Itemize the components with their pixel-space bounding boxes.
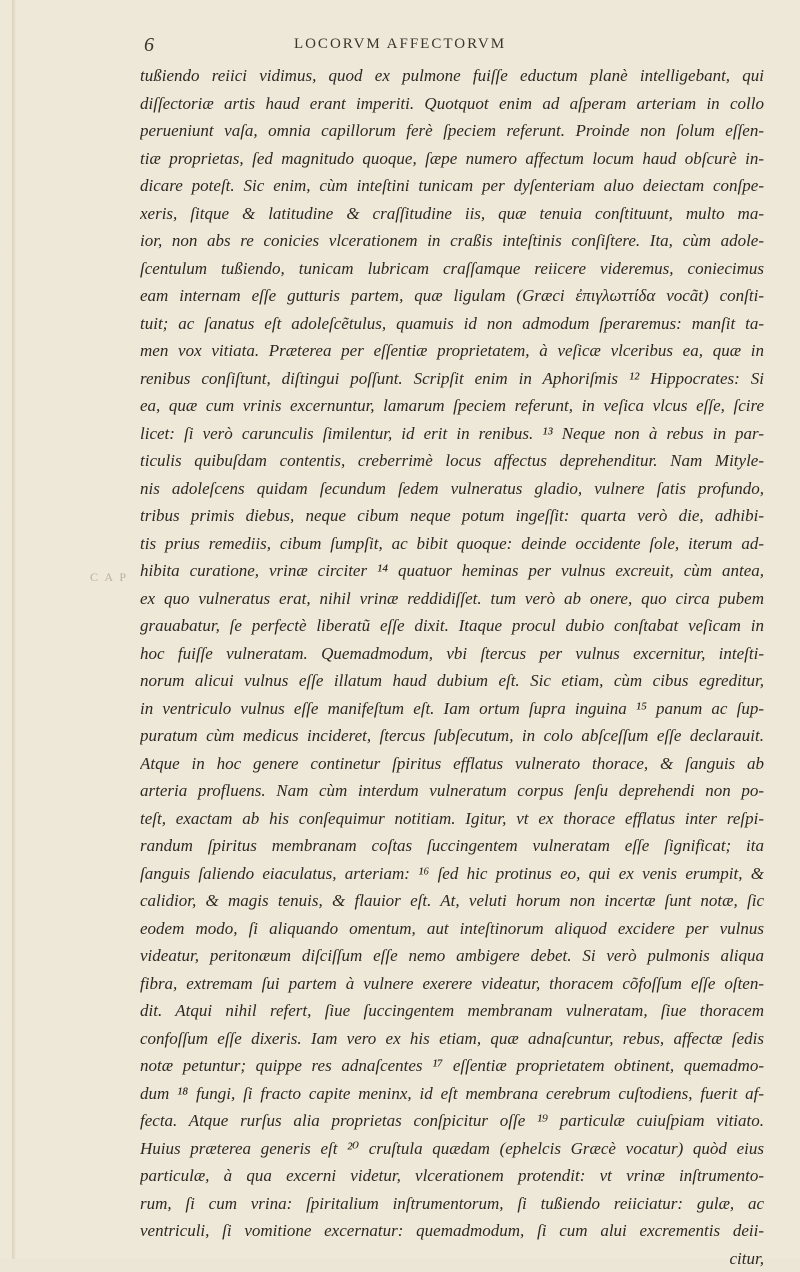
text-line: citur, <box>140 1245 764 1272</box>
page-gutter-shadow <box>12 0 16 1259</box>
text-line: Atque in hoc genere continetur ſpiritus efflatus vulnerato thorace, & ſanguis ab <box>140 750 764 778</box>
text-line: diſſectoriæ artis haud erant imperiti. Quotquot enim ad aſperam arteriam in collo <box>140 90 764 118</box>
text-line: fibra, extremam ſui partem à vulnere exerere videatur, thoracem cõfoſſum eſſe oſten- <box>140 970 764 998</box>
text-line: in ventriculo vulnus eſſe manifeſtum eſt. Iam ortum ſupra inguina ¹⁵ panum ac ſup- <box>140 695 764 723</box>
text-line: rum, ſi cum vrina: ſpiritalium inſtrumentorum, ſi tußiendo reiiciatur: gulæ, ac <box>140 1190 764 1218</box>
page-number: 6 <box>144 34 154 57</box>
body-text <box>140 62 764 1272</box>
text-line: dum ¹⁸ fungi, ſi fracto capite meninx, id eſt membrana cerebrum cuſtodiens, fuerit af- <box>140 1080 764 1108</box>
text-line: ior, non abs re conicies vlcerationem in craßis inteſtinis conſiſtere. Ita, cùm adole- <box>140 227 764 255</box>
text-line: teſt, exactam ab his conſequimur notitiam. Igitur, vt ex thorace efflatus inter reſpi- <box>140 805 764 833</box>
page-header <box>0 34 800 58</box>
text-line: ex quo vulneratus erat, nihil vrinæ reddidiſſet. tum verò ab onere, quo circa pubem <box>140 585 764 613</box>
text-line: tis prius remediis, cibum ſumpſit, ac bibit quoque: deinde occidente ſole, iterum ad- <box>140 530 764 558</box>
text-line: norum alicui vulnus eſſe illatum haud dubium eſt. Sic etiam, cùm cibus egreditur, <box>140 667 764 695</box>
text-line: men vox vitiata. Præterea per eſſentiæ proprietatem, à veſicæ vlceribus ea, quæ in <box>140 337 764 365</box>
text-line: licet: ſi verò carunculis ſimilentur, id erit in renibus. ¹³ Neque non à rebus in par- <box>140 420 764 448</box>
text-line: eam internam eſſe gutturis partem, quæ ligulam (Græci ἐπιγλωττίδα vocãt) conſti- <box>140 282 764 310</box>
text-line: confoſſum eſſe dixeris. Iam vero ex his etiam, quæ adnaſcuntur, rebus, affectæ ſedis <box>140 1025 764 1053</box>
text-line: renibus conſiſtunt, diſtingui poſſunt. Scripſit enim in Aphoriſmis ¹² Hippocrates: Si <box>140 365 764 393</box>
text-line: ſcentulum tußiendo, tunicam lubricam craſſamque reiicere videremus, coniecimus <box>140 255 764 283</box>
text-line: randum ſpiritus membranam coſtas ſuccingentem vulneratam eſſe ſignificat; ita <box>140 832 764 860</box>
text-line: particulæ, à qua excerni videtur, vlcerationem protendit: vt vrinæ inſtrumento- <box>140 1162 764 1190</box>
faint-margin-bleedthrough: C A P <box>90 570 128 585</box>
text-line: fecta. Atque rurſus alia proprietas conſpicitur oſſe ¹⁹ particulæ cuiuſpiam vitiato. <box>140 1107 764 1135</box>
text-line: tiæ proprietas, ſed magnitudo quoque, ſæpe numero affectum locum haud obſcurè in- <box>140 145 764 173</box>
text-line: hoc fuiſſe vulneratam. Quemadmodum, vbi ſtercus per vulnus excernitur, inteſti- <box>140 640 764 668</box>
text-line: tribus primis diebus, neque cibum neque potum ingeſſit: quarta verò die, adhibi- <box>140 502 764 530</box>
running-head: LOCORVM AFFECTORVM <box>0 36 800 53</box>
text-line: Huius præterea generis eſt ²⁰ cruſtula quædam (ephelcis Græcè vocatur) quòd eius <box>140 1135 764 1163</box>
text-line: ſanguis ſaliendo eiaculatus, arteriam: ¹⁶ ſed hic protinus eo, qui ex venis erumpit, & <box>140 860 764 888</box>
text-line: tußiendo reiici vidimus, quod ex pulmone fuiſſe eductum planè intelligebant, qui <box>140 62 764 90</box>
text-line: videatur, peritonæum diſciſſum eſſe nemo ambigere debet. Si verò pulmonis aliqua <box>140 942 764 970</box>
text-line: hibita curatione, vrinæ circiter ¹⁴ quatuor heminas per vulnus excreuit, cùm antea, <box>140 557 764 585</box>
text-line: puratum cùm medicus incideret, ſtercus ſubſecutum, in colo abſceſſum eſſe declarauit. <box>140 722 764 750</box>
text-line: xeris, ſitque & latitudine & craſſitudine iis, quæ tenuia conſtituunt, multo ma- <box>140 200 764 228</box>
text-line: nis adoleſcens quidam ſecundum ſedem vulneratus gladio, vulnere ſatis profundo, <box>140 475 764 503</box>
text-line: dit. Atqui nihil refert, ſiue ſuccingentem membranam vulneratam, ſiue thoracem <box>140 997 764 1025</box>
text-line: ticulis quibuſdam contentis, creberrimè locus affectus deprehenditur. Nam Mityle- <box>140 447 764 475</box>
text-line: tuit; ac ſanatus eſt adoleſcẽtulus, quamuis id non admodum ſperaremus: manſit ta- <box>140 310 764 338</box>
text-line: eodem modo, ſi aliquando omentum, aut inteſtinorum aliquod excidere per vulnus <box>140 915 764 943</box>
text-line: ventriculi, ſi vomitione excernatur: quemadmodum, ſi cum alui excrementis deii- <box>140 1217 764 1245</box>
text-line: grauabatur, ſe perfectè liberatũ eſſe dixit. Itaque procul dubio conſtabat veſicam in <box>140 612 764 640</box>
text-line: calidior, & magis tenuis, & flauior eſt. At, veluti horum non incertæ ſunt notæ, ſic <box>140 887 764 915</box>
text-line: ea, quæ cum vrinis excernuntur, lamarum ſpeciem referunt, in veſica vlcus eſſe, ſcire <box>140 392 764 420</box>
text-line: perueniunt vaſa, omnia capillorum ferè ſpeciem referunt. Proinde non ſolum eſſen- <box>140 117 764 145</box>
text-line: notæ petuntur; quippe res adnaſcentes ¹⁷ eſſentiæ proprietatem obtinent, quemadmo- <box>140 1052 764 1080</box>
text-line: dicare poteſt. Sic enim, cùm inteſtini tunicam per dyſenteriam aluo deiectam conſpe- <box>140 172 764 200</box>
text-line: arteria profluens. Nam cùm interdum vulneratum corpus ſenſu deprehendi non po- <box>140 777 764 805</box>
